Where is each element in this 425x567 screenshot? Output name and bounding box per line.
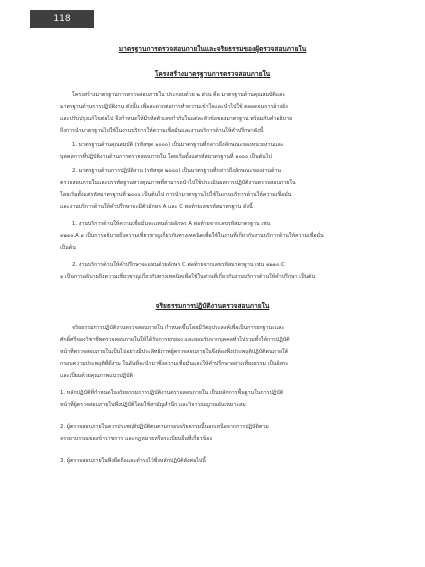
text-line: 2. ผู้ตรวจสอบภายในควรประพฤติปฏิบัติตนตามกรอบจริยธรรมนี้นอกเหนือจากการปฏิบัติตาม [60,424,269,430]
text-line: จรรยาบรรณของข้าราชการ และกฎหมายหรือระเบียบอื่นที่เกี่ยวข้อง [60,436,212,442]
section1-intro [60,89,367,137]
text-line: 2. มาตรฐานด้านการปฏิบัติงาน (รหัสชุด ๒๐๐๐) เป็นมาตรฐานที่กล่าวถึงลักษณะของงานด้าน [72,168,282,174]
section2-item1 [60,387,367,411]
text-line: ๑ เป็นการอธิบายถึงความเชี่ยวชาญเกี่ยวกับทางเทคนิคเพื่อใช้ในส่วนที่เกี่ยวกับงานบริการด้านให้คำปรึกษา เป็นต้น [60,274,316,280]
section2-heading: จริยธรรมการปฏิบัติงานตรวจสอบภายใน [155,302,270,310]
text-line: 3. ผู้ตรวจสอบภายในพึงยึดถือและดำรงไว้ซึ่งหลักปฏิบัติดังต่อไปนี้ [60,458,206,464]
text-line: และงานบริการด้านให้คำปรึกษาจะมีตัวอักษร A และ C ต่อท้ายเลขรหัสมาตรฐาน ดังนี้ [60,204,253,210]
text-line: กรอบความประพฤติที่ดีงาม ในอันที่จะนำมาซึ่งความเชื่อมั่นและให้คำปรึกษาอย่างเที่ยงธรรม เป็นอิสระ [60,361,289,367]
text-line: จริยธรรมการปฏิบัติงานตรวจสอบภายใน กำหนดขึ้นโดยมีวัตถุประสงค์เพื่อเป็นการยกฐานะและ [72,325,285,331]
text-line: เป็นต้น [60,245,76,251]
section1-item3 [60,218,367,254]
section1-item1 [60,139,367,163]
text-line: ถึงการนำมาตรฐานไปใช้ในงานบริการให้ความเชื่อมั่นและงานบริการด้านให้คำปรึกษาดังนี้ [60,128,264,134]
text-line: ตรวจสอบภายในและบรรทัดฐานทางคุณภาพที่สามารถนำไปใช้ประเมินผลการปฏิบัติงานตรวจสอบภายใน [60,180,296,186]
text-line: ศักดิ์ศรีของวิชาชีพตรวจสอบภายในให้ได้รับการยกย่อง และยอมรับจากบุคคลทั่วไปรวมทั้งให้การปฏิบัติ [60,337,290,343]
text-line: โดยเริ่มตั้งแต่รหัสมาตรฐานที่ ๒๐๐๐ เป็นต้นไป การนำมาตรฐานไปใช้ในงานบริการด้านให้ความเชื่อมั่น [60,192,292,198]
section2-intro [60,322,367,382]
section1-item4 [60,259,367,283]
section1-heading: โครงสร้างมาตรฐานการตรวจสอบภายใน [154,70,271,78]
page-number-badge: 118 [30,10,94,28]
text-line: มาตรฐานด้านการปฏิบัติงาน ดังนั้น เพื่อสะดวกต่อการทำความเข้าใจและนำไปใช้ ตลอดจนการอ้างอิง [60,104,288,110]
section2-item3 [60,455,367,467]
text-line: ๑๒๑๐.A ๑ เป็นการอธิบายถึงความเชี่ยวชาญเกี่ยวกับทางเทคนิคเพื่อใช้ในงานที่เกี่ยวกับงานบริการด้านให้ความเชื่อมั่น [60,233,324,239]
text-line: บุคคลการที่ปฏิบัติงานด้านการตรวจสอบภายใน โดยเริ่มตั้งแต่รหัสมาตรฐานที่ ๑๐๐๐ เป็นต้นไป [60,154,272,160]
text-line: และปรับปรุงแก้ไขต่อไป จึงกำหนดให้มีรหัสตัวเลขกำกับในแต่ละหัวข้อของมาตรฐาน พร้อมกับคำอธิบาย [60,116,293,122]
section1-item2 [60,165,367,213]
text-line: และเปี่ยมด้วยคุณภาพแนวปฏิบัติ [60,373,133,379]
text-line: หน้าที่ตรวจสอบภายในเป็นไปอย่างมีประสิทธิภาพผู้ตรวจสอบภายในจึงต้องพึงประพฤติปฏิบัติตนภายใต้ [60,349,289,355]
text-line: หน้าที่ผู้ตรวจสอบภายในพึงปฏิบัติโดยใช้สามัญสำนึก และวิจารณญาณอันเหมาะสม [60,402,246,408]
text-line: 1. งานบริการด้านให้ความเชื่อมั่นจะแทนด้วยอักษร A ต่อท้ายจากเลขรหัสมาตรฐาน เช่น [72,221,271,227]
text-line: 1. มาตรฐานด้านคุณสมบัติ (รหัสชุด ๑๐๐๐) เป็นมาตรฐานที่กล่าวถึงลักษณะของหน่วยงานและ [72,142,284,148]
text-line: 2. งานบริการด้านให้คำปรึกษาจะแทนด้วยอักษร C ต่อท้ายจากเลขรหัสมาตรฐาน เช่น ๑๒๑๐.C [72,262,285,268]
document-title: มาตรฐานการตรวจสอบภายในและจริยธรรมของผู้ตรวจสอบภายใน [118,45,307,53]
section2-item2 [60,421,367,445]
text-line: 1. หลักปฏิบัติที่กำหนดในจริยธรรมการปฏิบัติงานตรวจสอบภายใน เป็นหลักการพื้นฐานในการปฏิบัติ [60,390,284,396]
text-line: โครงสร้างมาตรฐานการตรวจสอบภายใน ประกอบด้วย ๒ ส่วน คือ มาตรฐานด้านคุณสมบัติและ [72,92,286,98]
